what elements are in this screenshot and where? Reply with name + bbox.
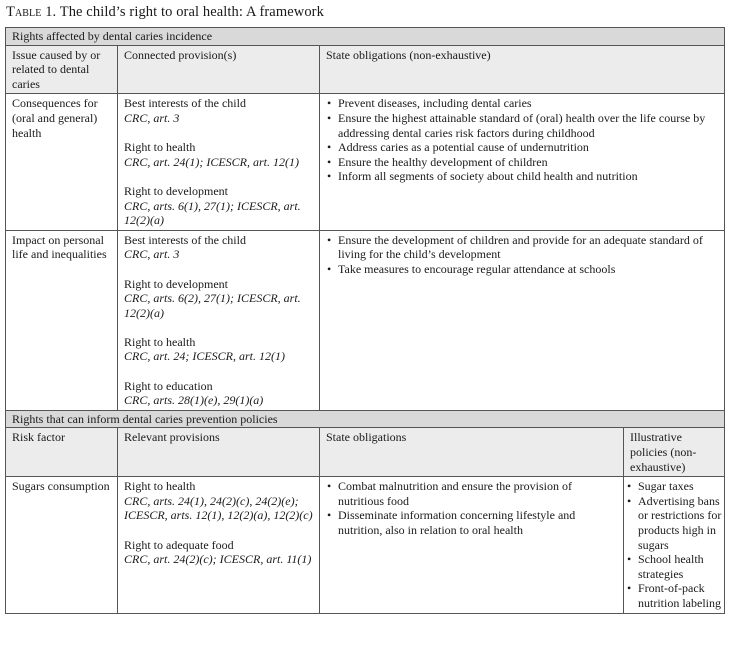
- section-title: Rights that can inform dental caries prevention policies: [6, 410, 725, 428]
- column-header-provisions: Connected provision(s): [118, 45, 320, 94]
- provision-name: Right to development: [124, 183, 228, 198]
- column-header-issue: Issue caused by or related to dental caries: [6, 45, 118, 94]
- table-caption: [6, 4, 324, 21]
- provision-name: Best interests of the child: [124, 232, 246, 247]
- list-item: • Ensure the healthy development of children: [326, 155, 719, 170]
- provision-name: Right to education: [124, 378, 213, 393]
- table-title: The child’s right to oral health: A framework: [59, 4, 324, 20]
- section-title: Rights affected by dental caries incidence: [6, 28, 725, 46]
- issue-cell: Consequences for (oral and general) health: [6, 94, 118, 230]
- obligations-cell: [320, 230, 725, 410]
- list-item: • Prevent diseases, including dental caries: [326, 96, 719, 111]
- table-row: [6, 230, 725, 410]
- provision-ref: CRC, arts. 6(2), 27(1); ICESCR, art. 12(2)(a): [124, 291, 301, 320]
- policies-cell: [624, 477, 725, 613]
- issue-cell: Impact on personal life and inequalities: [6, 230, 118, 410]
- risk-factor-cell: Sugars consumption: [6, 477, 118, 613]
- provision-ref: CRC, art. 3: [124, 110, 180, 125]
- list-item: • Advertising bans or restrictions for products high in sugars: [627, 494, 722, 552]
- provision-ref: CRC, art. 24; ICESCR, art. 12(1): [124, 349, 285, 364]
- table-label: Table 1.: [6, 4, 57, 20]
- provision-ref: CRC, art. 3: [124, 247, 180, 262]
- provisions-cell: [118, 230, 320, 410]
- provision-name: Right to adequate food: [124, 537, 234, 552]
- provision-ref: CRC, arts. 24(1), 24(2)(c), 24(2)(e); ICESCR, arts. 12(1), 12(2)(a), 12(2)(c): [124, 493, 313, 523]
- provision-name: Right to health: [124, 140, 196, 155]
- provisions-cell: [118, 94, 320, 230]
- provisions-cell: [118, 477, 320, 613]
- column-header-risk-factor: Risk factor: [6, 428, 118, 477]
- provision-name: Right to health: [124, 334, 196, 349]
- provision-ref: CRC, art. 24(2)(c); ICESCR, art. 11(1): [124, 552, 312, 567]
- provision-name: Best interests of the child: [124, 96, 246, 111]
- provision-ref: CRC, art. 24(1); ICESCR, art. 12(1): [124, 154, 299, 169]
- list-item: • Address caries as a potential cause of undernutrition: [326, 140, 719, 155]
- list-item: • Front-of-pack nutrition labeling: [627, 581, 722, 610]
- provision-ref: CRC, arts. 28(1)(e), 29(1)(a): [124, 393, 264, 408]
- list-item: • Ensure the highest attainable standard of (oral) health over the life course by addressing dental caries risk factors during childhood: [326, 111, 719, 140]
- section-header-prevention-policies: [6, 410, 725, 428]
- column-header-obligations: State obligations: [320, 428, 624, 477]
- provision-name: Right to health: [124, 479, 196, 494]
- column-header-policies: Illustrative policies (non-exhaustive): [624, 428, 725, 477]
- column-header-row: [6, 45, 725, 94]
- framework-table: [5, 27, 725, 614]
- column-header-obligations: State obligations (non-exhaustive): [320, 45, 725, 94]
- provision-name: Right to development: [124, 276, 228, 291]
- obligations-cell: [320, 477, 624, 613]
- list-item: • Ensure the development of children and provide for an adequate standard of living for the child’s development: [326, 233, 719, 262]
- list-item: • School health strategies: [627, 552, 722, 581]
- obligations-cell: [320, 94, 725, 230]
- section-header-rights-affected: [6, 28, 725, 46]
- table-row: [6, 477, 725, 613]
- list-item: • Combat malnutrition and ensure the provision of nutritious food: [326, 479, 618, 508]
- column-header-row: [6, 428, 725, 477]
- list-item: • Disseminate information concerning lifestyle and nutrition, also in relation to oral health: [326, 508, 618, 537]
- table-row: [6, 94, 725, 230]
- provision-ref: CRC, arts. 6(1), 27(1); ICESCR, art. 12(2)(a): [124, 198, 301, 228]
- list-item: • Inform all segments of society about child health and nutrition: [326, 169, 719, 184]
- column-header-provisions: Relevant provisions: [118, 428, 320, 477]
- list-item: • Sugar taxes: [627, 479, 722, 494]
- list-item: • Take measures to encourage regular attendance at schools: [326, 262, 719, 277]
